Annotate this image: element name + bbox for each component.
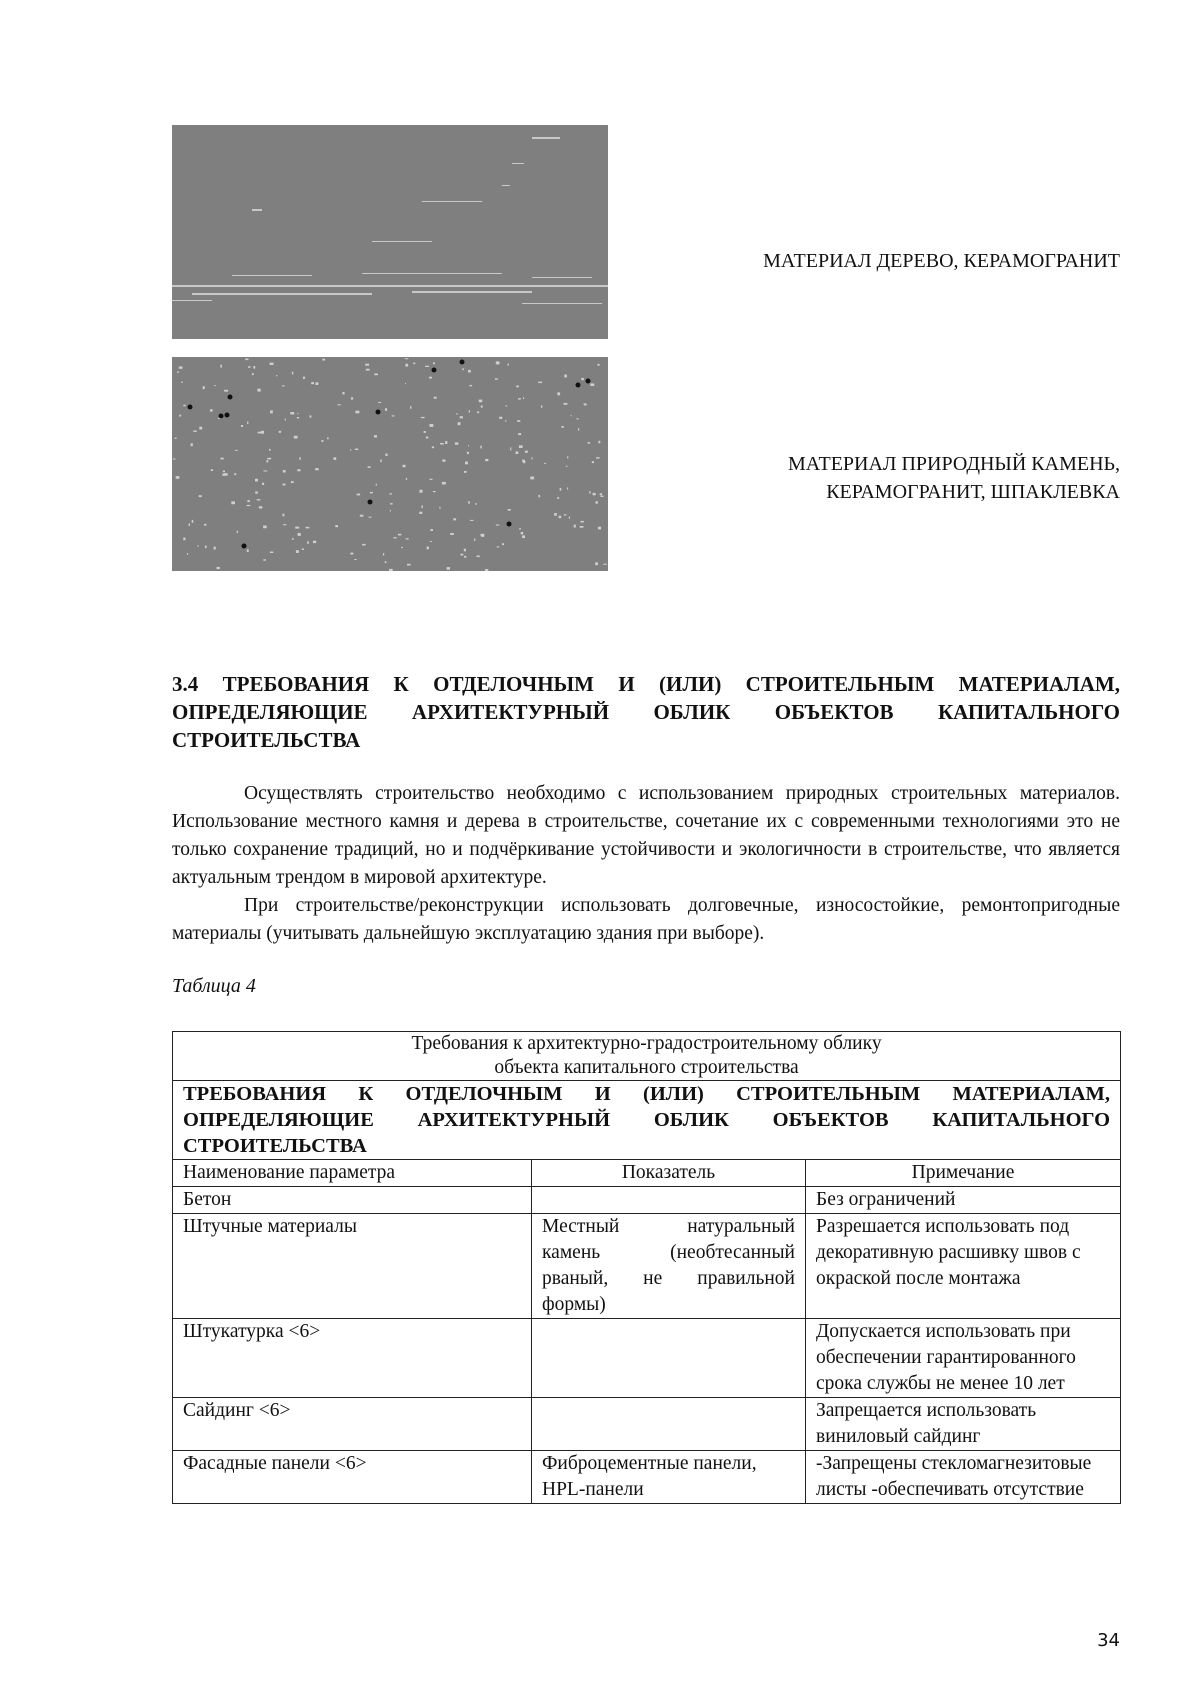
wood-texture-image <box>172 125 608 339</box>
row-param: Штукатурка <6> <box>173 1319 532 1398</box>
header-parameter: Наименование параметра <box>173 1160 532 1187</box>
section-heading: 3.4 ТРЕБОВАНИЯ К ОТДЕЛОЧНЫМ И (ИЛИ) СТРОИТЕЛЬНЫМ МАТЕРИАЛАМ, ОПРЕДЕЛЯЮЩИЕ АРХИТЕКТУРНЫЙ ОБЛИК ОБЪЕКТОВ КАПИТАЛЬНОГО СТРОИТЕЛЬСТВА <box>172 672 1120 752</box>
stone-texture-swatch <box>172 357 608 571</box>
body-paragraph-2: При строительстве/реконструкции использовать долговечные, износостойкие, ремонтопригодные материалы (учитывать дальнейшую эксплуатацию здания при выборе). <box>172 895 1120 944</box>
row-note: Допускается использовать при обеспечении гарантированного срока службы не менее 10 лет <box>806 1319 1121 1398</box>
row-value: Фиброцементные панели, HPL-панели <box>532 1451 806 1504</box>
table-row <box>173 1319 1121 1398</box>
stone-texture-image <box>172 357 608 571</box>
body-paragraph-1: Осуществлять строительство необходимо с использованием природных строительных материалов. Использование местного камня и дерева в строительстве, сочетание их с современными технологиями это не только сохранение традиций, но и подчёркивание устойчивости и экологичности в строительстве, что является актуальным трендом в мировой архитектуре. <box>172 783 1120 888</box>
row-value: Местный натуральный камень (необтесанный рваный, не правильной формы) <box>532 1214 806 1319</box>
row-note: Без ограничений <box>806 1187 1121 1214</box>
requirements-table <box>172 1031 1121 1504</box>
table-title-line1: Требования к архитектурно-градостроительному облику <box>411 1033 882 1054</box>
table-row <box>173 1398 1121 1451</box>
row-value <box>532 1187 806 1214</box>
table-title-cell <box>173 1032 1121 1081</box>
table-title-line2: объекта капитального строительства <box>494 1057 799 1078</box>
row-note: Запрещается использовать виниловый сайдинг <box>806 1398 1121 1451</box>
row-note: Разрешается использовать под декоративную расшивку швов с окраской после монтажа <box>806 1214 1121 1319</box>
row-param: Бетон <box>173 1187 532 1214</box>
table-caption: Таблица 4 <box>172 975 256 997</box>
table-header-row <box>173 1160 1121 1187</box>
stone-caption-line2: КЕРАМОГРАНИТ, ШПАКЛЕВКА <box>826 481 1120 503</box>
page-number: 34 <box>1097 1630 1120 1651</box>
header-note: Примечание <box>806 1160 1121 1187</box>
wood-texture-swatch <box>172 125 608 339</box>
table-subtitle-cell: ТРЕБОВАНИЯ К ОТДЕЛОЧНЫМ И (ИЛИ) СТРОИТЕЛЬНЫМ МАТЕРИАЛАМ, ОПРЕДЕЛЯЮЩИЕ АРХИТЕКТУРНЫЙ ОБЛИК ОБЪЕКТОВ КАПИТАЛЬНОГО СТРОИТЕЛЬСТВА <box>173 1081 1121 1160</box>
stone-caption-line1: МАТЕРИАЛ ПРИРОДНЫЙ КАМЕНЬ, <box>788 453 1120 475</box>
row-note: -Запрещены стекломагнезитовые листы -обеспечивать отсутствие <box>806 1451 1121 1504</box>
row-value <box>532 1398 806 1451</box>
table-row <box>173 1451 1121 1504</box>
row-param: Штучные материалы <box>173 1214 532 1319</box>
table-row <box>173 1214 1121 1319</box>
header-value: Показатель <box>532 1160 806 1187</box>
table-title-row <box>173 1032 1121 1081</box>
table-row <box>173 1187 1121 1214</box>
row-param: Фасадные панели <6> <box>173 1451 532 1504</box>
row-value <box>532 1319 806 1398</box>
row-param: Сайдинг <6> <box>173 1398 532 1451</box>
table-subtitle-row <box>173 1081 1121 1160</box>
stone-material-caption <box>788 450 1120 506</box>
wood-material-caption: МАТЕРИАЛ ДЕРЕВО, КЕРАМОГРАНИТ <box>763 250 1120 272</box>
